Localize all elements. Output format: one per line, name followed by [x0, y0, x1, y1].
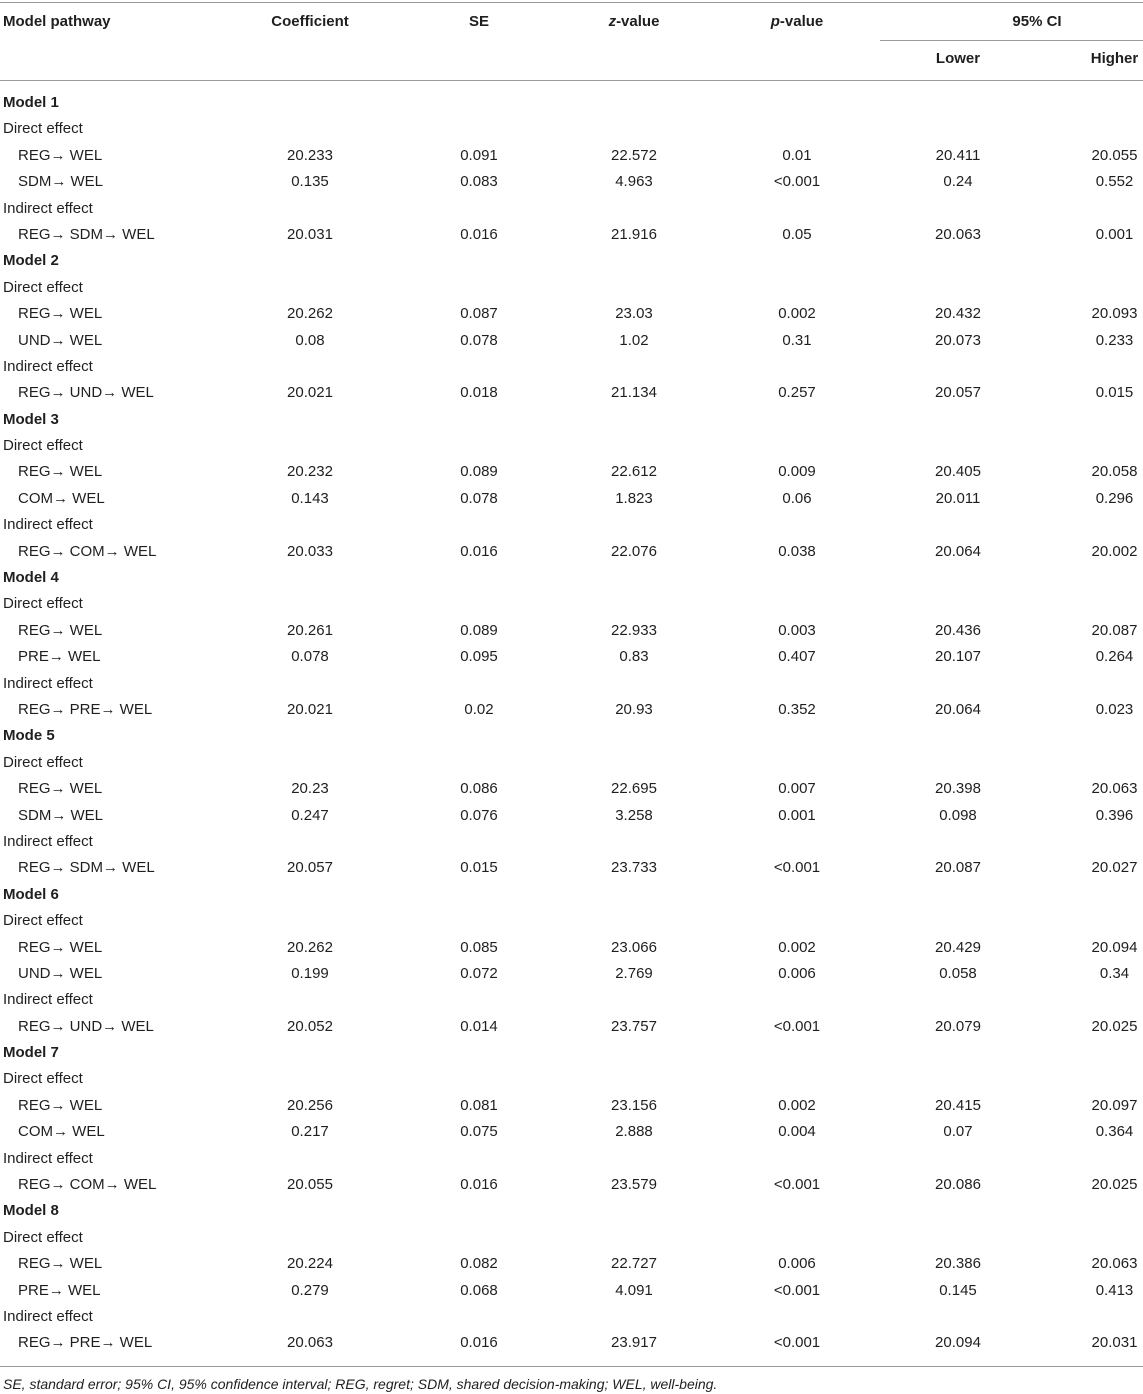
model-label: Model 6 — [3, 885, 59, 903]
ci-higher-cell: 20.097 — [1091, 1096, 1138, 1114]
se-cell: 0.089 — [460, 621, 498, 639]
coefficient-cell: 20.224 — [287, 1255, 333, 1273]
p-value-cell: <0.001 — [773, 1281, 821, 1299]
se-cell: 0.02 — [464, 700, 494, 718]
ci-lower-cell: 20.057 — [935, 384, 981, 402]
z-value-cell: 22.695 — [611, 780, 657, 798]
ci-lower-cell: 20.405 — [935, 463, 981, 481]
z-value-cell: 23.757 — [611, 1017, 657, 1035]
ci-lower-cell: 20.429 — [935, 938, 981, 956]
p-value-cell: 0.407 — [778, 648, 816, 666]
pathway-cell: PRE→ WEL — [18, 648, 101, 666]
ci-lower-cell: 20.107 — [935, 648, 981, 666]
ci-higher-cell: 20.025 — [1091, 1176, 1138, 1194]
header-z-rest: -value — [616, 13, 660, 30]
ci-lower-cell: 20.073 — [935, 331, 981, 349]
header-95-ci: 95% CI — [1012, 13, 1062, 30]
table-body — [0, 90, 1143, 1357]
p-value-cell: 0.352 — [778, 700, 816, 718]
ci-higher-cell: 0.396 — [1095, 806, 1134, 824]
ci-higher-cell: 20.094 — [1091, 938, 1138, 956]
coefficient-cell: 20.23 — [291, 780, 329, 798]
table-footnote: SE, standard error; 95% CI, 95% confidence interval; REG, regret; SDM, shared decision-making; WEL, well-being. — [3, 1376, 718, 1392]
section-row — [0, 433, 1143, 459]
coefficient-cell: 20.021 — [287, 700, 333, 718]
header-p-rest: -value — [779, 13, 824, 30]
table-row — [0, 328, 1143, 354]
coefficient-cell: 0.247 — [291, 806, 329, 824]
z-value-cell: 2.769 — [615, 964, 653, 982]
ci-higher-cell: 0.001 — [1095, 225, 1134, 243]
ci-higher-cell: 0.015 — [1095, 384, 1134, 402]
header-row-secondary — [0, 46, 1143, 72]
pathway-cell: REG→ WEL — [18, 146, 103, 164]
indirect-effect-label: Indirect effect — [3, 674, 93, 692]
header-p-value — [737, 9, 857, 35]
se-cell: 0.015 — [460, 859, 498, 877]
p-value-cell: 0.01 — [782, 146, 812, 164]
pathway-cell: COM→ WEL — [18, 1123, 105, 1141]
z-value-cell: 4.091 — [615, 1281, 653, 1299]
coefficient-cell: 20.063 — [287, 1334, 333, 1352]
indirect-effect-label: Indirect effect — [3, 1307, 93, 1325]
coefficient-cell: 20.262 — [287, 938, 333, 956]
se-cell: 0.018 — [460, 384, 498, 402]
pathway-cell: REG→ WEL — [18, 621, 103, 639]
pathway-cell: SDM→ WEL — [18, 173, 104, 191]
pathway-cell: REG→ WEL — [18, 305, 103, 323]
coefficient-cell: 20.262 — [287, 305, 333, 323]
p-value-cell: 0.004 — [778, 1123, 816, 1141]
p-value-cell: <0.001 — [773, 1176, 821, 1194]
header-ci-higher: Higher — [1090, 50, 1139, 67]
z-value-cell: 20.93 — [615, 700, 653, 718]
indirect-effect-label: Indirect effect — [3, 991, 93, 1009]
table-row — [0, 459, 1143, 485]
coefficient-cell: 20.033 — [287, 542, 333, 560]
z-value-cell: 21.916 — [611, 225, 657, 243]
p-value-cell: 0.06 — [782, 489, 812, 507]
direct-effect-label: Direct effect — [3, 595, 83, 613]
table-row — [0, 1251, 1143, 1277]
se-cell: 0.016 — [460, 225, 498, 243]
ci-higher-cell: 20.087 — [1091, 621, 1138, 639]
coefficient-cell: 0.143 — [291, 489, 329, 507]
header-ci-lower: Lower — [935, 50, 981, 67]
coefficient-cell: 20.256 — [287, 1096, 333, 1114]
table-row — [0, 803, 1143, 829]
pathway-cell: REG→ WEL — [18, 1096, 103, 1114]
p-value-cell: 0.002 — [778, 938, 816, 956]
table-row — [0, 935, 1143, 961]
direct-effect-label: Direct effect — [3, 120, 83, 138]
table-row — [0, 644, 1143, 670]
ci-higher-cell: 20.058 — [1091, 463, 1138, 481]
ci-lower-cell: 0.145 — [939, 1281, 977, 1299]
table-row — [0, 697, 1143, 723]
ci-lower-cell: 20.063 — [935, 225, 981, 243]
pathway-cell: REG→ PRE→ WEL — [18, 700, 153, 718]
z-value-cell: 1.823 — [615, 489, 653, 507]
table-row — [0, 539, 1143, 565]
se-cell: 0.082 — [460, 1255, 498, 1273]
table-row — [0, 776, 1143, 802]
se-cell: 0.083 — [460, 173, 498, 191]
ci-lower-cell: 20.094 — [935, 1334, 981, 1352]
section-row — [0, 512, 1143, 538]
table-row — [0, 1278, 1143, 1304]
z-value-cell: 23.733 — [611, 859, 657, 877]
table-row — [0, 1093, 1143, 1119]
table-row — [0, 143, 1143, 169]
model-row — [0, 723, 1143, 749]
coefficient-cell: 0.078 — [291, 648, 329, 666]
z-value-cell: 22.076 — [611, 542, 657, 560]
table-row — [0, 380, 1143, 406]
direct-effect-label: Direct effect — [3, 912, 83, 930]
p-value-cell: 0.006 — [778, 964, 816, 982]
ci-lower-cell: 20.011 — [935, 489, 981, 507]
z-value-cell: 22.727 — [611, 1255, 657, 1273]
direct-effect-label: Direct effect — [3, 753, 83, 771]
ci-higher-cell: 20.025 — [1091, 1017, 1138, 1035]
z-value-cell: 23.066 — [611, 938, 657, 956]
direct-effect-label: Direct effect — [3, 1070, 83, 1088]
table-row — [0, 1119, 1143, 1145]
p-value-cell: 0.009 — [778, 463, 816, 481]
section-row — [0, 196, 1143, 222]
model-row — [0, 248, 1143, 274]
p-value-cell: 0.002 — [778, 1096, 816, 1114]
pathway-cell: SDM→ WEL — [18, 806, 104, 824]
section-row — [0, 354, 1143, 380]
coefficient-cell: 20.232 — [287, 463, 333, 481]
ci-higher-cell: 0.413 — [1095, 1281, 1134, 1299]
ci-higher-cell: 20.063 — [1091, 780, 1138, 798]
ci-lower-cell: 0.098 — [939, 806, 977, 824]
ci-higher-cell: 0.34 — [1099, 964, 1130, 982]
ci-higher-cell: 0.296 — [1095, 489, 1134, 507]
table-row — [0, 486, 1143, 512]
section-row — [0, 671, 1143, 697]
p-value-cell: <0.001 — [773, 1334, 821, 1352]
pathway-cell: COM→ WEL — [18, 489, 105, 507]
pathway-cell: UND→ WEL — [18, 331, 103, 349]
z-value-cell: 4.963 — [615, 173, 653, 191]
indirect-effect-label: Indirect effect — [3, 199, 93, 217]
pathway-cell: REG→ COM→ WEL — [18, 1176, 157, 1194]
model-label: Model 1 — [3, 94, 59, 111]
ci-lower-cell: 20.432 — [935, 305, 981, 323]
table-row — [0, 222, 1143, 248]
p-value-cell: 0.257 — [778, 384, 816, 402]
pathway-cell: REG→ WEL — [18, 1255, 103, 1273]
p-value-cell: 0.05 — [782, 225, 812, 243]
model-row — [0, 565, 1143, 591]
pathway-cell: UND→ WEL — [18, 964, 103, 982]
z-value-cell: 21.134 — [611, 384, 657, 402]
ci-higher-cell: 20.093 — [1091, 305, 1138, 323]
direct-effect-label: Direct effect — [3, 437, 83, 455]
p-value-cell: 0.006 — [778, 1255, 816, 1273]
table-bottom-rule — [0, 1366, 1143, 1367]
section-row — [0, 987, 1143, 1013]
section-row — [0, 750, 1143, 776]
header-model-pathway: Model pathway — [3, 13, 111, 30]
p-value-cell: <0.001 — [773, 173, 821, 191]
coefficient-cell: 20.261 — [287, 621, 333, 639]
indirect-effect-label: Indirect effect — [3, 357, 93, 375]
z-value-cell: 22.933 — [611, 621, 657, 639]
z-value-cell: 0.83 — [619, 648, 649, 666]
se-cell: 0.089 — [460, 463, 498, 481]
section-row — [0, 1146, 1143, 1172]
ci-lower-cell: 0.058 — [939, 964, 977, 982]
model-row — [0, 90, 1143, 116]
se-cell: 0.078 — [460, 331, 498, 349]
ci-higher-cell: 20.002 — [1091, 542, 1138, 560]
p-value-cell: 0.007 — [778, 780, 816, 798]
model-row — [0, 407, 1143, 433]
se-cell: 0.091 — [460, 146, 498, 164]
z-value-cell: 3.258 — [615, 806, 653, 824]
ci-lower-cell: 20.436 — [935, 621, 981, 639]
se-cell: 0.068 — [460, 1281, 498, 1299]
coefficient-cell: 0.08 — [295, 331, 325, 349]
coefficient-cell: 20.057 — [287, 859, 333, 877]
pathway-cell: REG→ UND→ WEL — [18, 384, 154, 402]
se-cell: 0.016 — [460, 1334, 498, 1352]
ci-lower-cell: 20.415 — [935, 1096, 981, 1114]
table-row — [0, 301, 1143, 327]
se-cell: 0.016 — [460, 542, 498, 560]
ci-header-rule — [880, 40, 1143, 41]
header-bottom-rule — [0, 80, 1143, 81]
ci-lower-cell: 20.064 — [935, 542, 981, 560]
model-row — [0, 1198, 1143, 1224]
pathway-cell: REG→ COM→ WEL — [18, 542, 157, 560]
p-value-cell: 0.31 — [782, 331, 812, 349]
coefficient-cell: 0.279 — [291, 1281, 329, 1299]
ci-lower-cell: 20.087 — [935, 859, 981, 877]
ci-higher-cell: 20.027 — [1091, 859, 1138, 877]
coefficient-cell: 0.217 — [291, 1123, 329, 1141]
coefficient-cell: 20.233 — [287, 146, 333, 164]
pathway-cell: REG→ UND→ WEL — [18, 1017, 154, 1035]
ci-lower-cell: 20.064 — [935, 700, 981, 718]
pathway-cell: REG→ PRE→ WEL — [18, 1334, 153, 1352]
ci-lower-cell: 0.07 — [943, 1123, 973, 1141]
p-value-cell: 0.038 — [778, 542, 816, 560]
section-row — [0, 1304, 1143, 1330]
indirect-effect-label: Indirect effect — [3, 516, 93, 534]
section-row — [0, 116, 1143, 142]
model-label: Model 8 — [3, 1202, 59, 1220]
coefficient-cell: 20.021 — [287, 384, 333, 402]
se-cell: 0.016 — [460, 1176, 498, 1194]
model-label: Model 7 — [3, 1044, 59, 1062]
p-value-cell: <0.001 — [773, 1017, 821, 1035]
section-row — [0, 275, 1143, 301]
se-cell: 0.076 — [460, 806, 498, 824]
ci-lower-cell: 0.24 — [943, 173, 973, 191]
pathway-cell: PRE→ WEL — [18, 1281, 101, 1299]
coefficient-cell: 20.052 — [287, 1017, 333, 1035]
pathway-cell: REG→ SDM→ WEL — [18, 225, 155, 243]
p-value-cell: <0.001 — [773, 859, 821, 877]
model-label: Model 3 — [3, 410, 59, 428]
ci-lower-cell: 20.079 — [935, 1017, 981, 1035]
header-z-italic: z — [608, 13, 617, 30]
se-cell: 0.075 — [460, 1123, 498, 1141]
table-row — [0, 855, 1143, 881]
model-row — [0, 1040, 1143, 1066]
z-value-cell: 23.03 — [615, 305, 653, 323]
z-value-cell: 23.156 — [611, 1096, 657, 1114]
coefficient-cell: 20.031 — [287, 225, 333, 243]
ci-higher-cell: 0.233 — [1095, 331, 1134, 349]
direct-effect-label: Direct effect — [3, 278, 83, 296]
section-row — [0, 1066, 1143, 1092]
ci-lower-cell: 20.386 — [935, 1255, 981, 1273]
se-cell: 0.095 — [460, 648, 498, 666]
table-top-rule — [0, 2, 1143, 3]
p-value-cell: 0.002 — [778, 305, 816, 323]
table-row — [0, 1172, 1143, 1198]
p-value-cell: 0.001 — [778, 806, 816, 824]
table-row — [0, 618, 1143, 644]
z-value-cell: 22.572 — [611, 146, 657, 164]
se-cell: 0.014 — [460, 1017, 498, 1035]
pathway-cell: REG→ WEL — [18, 780, 103, 798]
table-row — [0, 1330, 1143, 1356]
p-value-cell: 0.003 — [778, 621, 816, 639]
section-row — [0, 829, 1143, 855]
header-se: SE — [468, 13, 489, 30]
ci-lower-cell: 20.398 — [935, 780, 981, 798]
z-value-cell: 23.917 — [611, 1334, 657, 1352]
header-p-italic: p — [770, 13, 780, 30]
ci-higher-cell: 0.023 — [1095, 700, 1134, 718]
z-value-cell: 2.888 — [615, 1123, 653, 1141]
model-label: Mode 5 — [3, 727, 55, 745]
z-value-cell: 23.579 — [611, 1176, 657, 1194]
ci-higher-cell: 20.055 — [1091, 146, 1138, 164]
section-row — [0, 1225, 1143, 1251]
ci-lower-cell: 20.086 — [935, 1176, 981, 1194]
coefficient-cell: 20.055 — [287, 1176, 333, 1194]
se-cell: 0.087 — [460, 305, 498, 323]
z-value-cell: 1.02 — [619, 331, 649, 349]
pathway-cell: REG→ SDM→ WEL — [18, 859, 155, 877]
header-coefficient: Coefficient — [271, 13, 349, 30]
indirect-effect-label: Indirect effect — [3, 1149, 93, 1167]
pathway-cell: REG→ WEL — [18, 938, 103, 956]
table-row — [0, 169, 1143, 195]
ci-higher-cell: 20.063 — [1091, 1255, 1138, 1273]
header-row-primary — [0, 9, 1143, 35]
table-row — [0, 1014, 1143, 1040]
indirect-effect-label: Indirect effect — [3, 832, 93, 850]
coefficient-cell: 0.135 — [291, 173, 329, 191]
ci-lower-cell: 20.411 — [935, 146, 981, 164]
se-cell: 0.078 — [460, 489, 498, 507]
se-cell: 0.085 — [460, 938, 498, 956]
section-row — [0, 908, 1143, 934]
direct-effect-label: Direct effect — [3, 1228, 83, 1246]
z-value-cell: 22.612 — [611, 463, 657, 481]
se-cell: 0.072 — [460, 964, 498, 982]
ci-higher-cell: 0.364 — [1095, 1123, 1134, 1141]
table-row — [0, 961, 1143, 987]
model-label: Model 4 — [3, 569, 59, 587]
se-cell: 0.081 — [460, 1096, 498, 1114]
ci-higher-cell: 0.264 — [1095, 648, 1134, 666]
se-cell: 0.086 — [460, 780, 498, 798]
model-label: Model 2 — [3, 252, 59, 270]
ci-higher-cell: 0.552 — [1095, 173, 1134, 191]
ci-higher-cell: 20.031 — [1091, 1334, 1138, 1352]
section-row — [0, 591, 1143, 617]
pathway-cell: REG→ WEL — [18, 463, 103, 481]
coefficient-cell: 0.199 — [291, 964, 329, 982]
header-z-value — [574, 9, 694, 35]
model-row — [0, 882, 1143, 908]
